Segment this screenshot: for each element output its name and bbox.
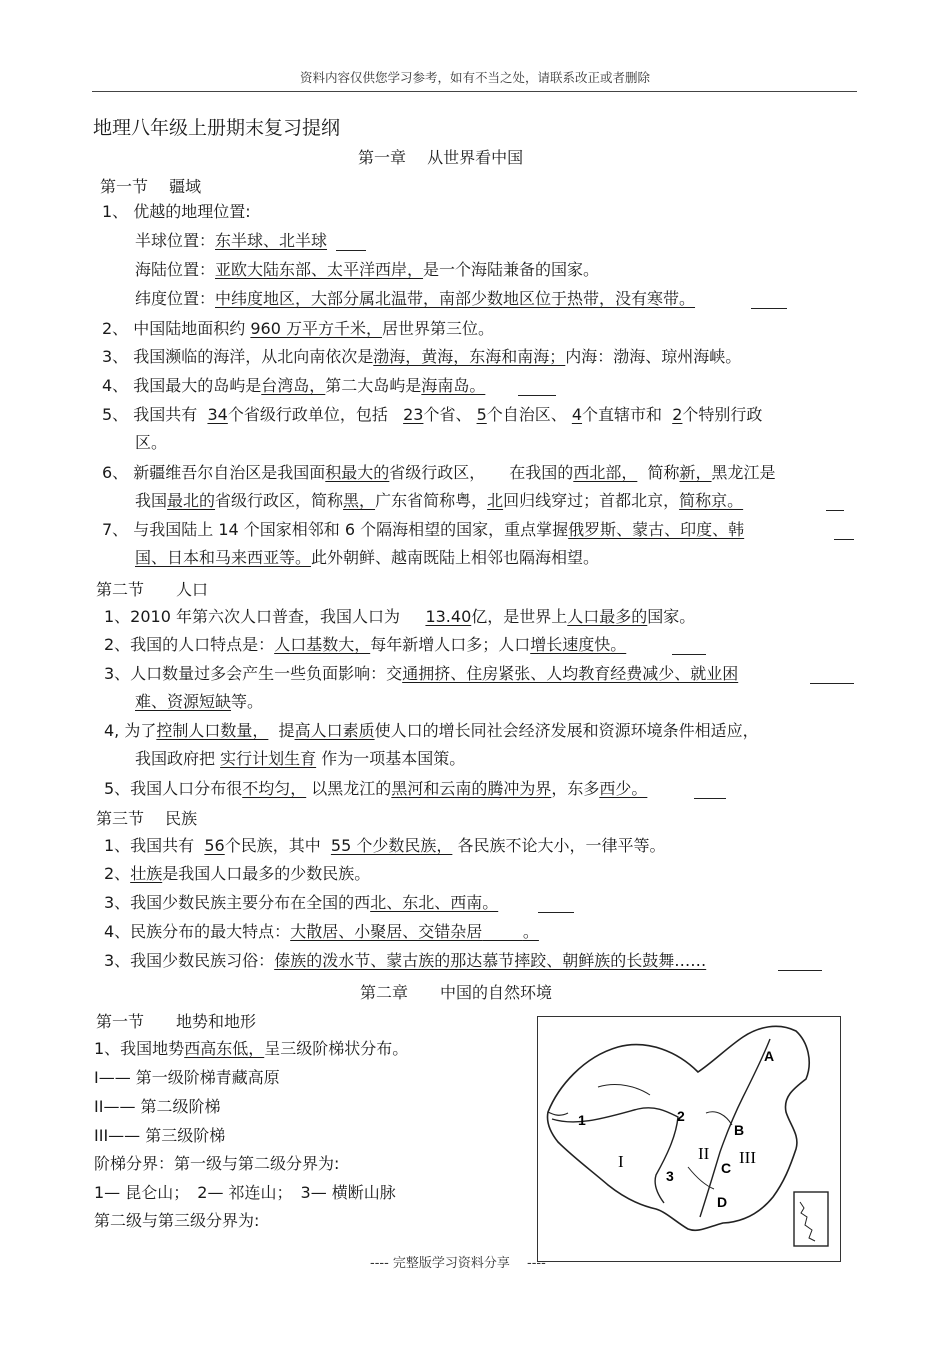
item-hemisphere: 半球位置：东半球、北半球 [135,231,328,250]
chapter-1-title: 第一章 从世界看中国 [358,148,524,167]
item-provinces: 5、 我国共有 34个省级行政单位，包括 23个省、 5个自治区、 4个直辖市和 2个特别行政 [102,405,763,424]
map-label-2: 2 [677,1108,685,1124]
item-ethnic-customs: 3、我国少数民族习俗：傣族的泼水节、蒙古族的那达慕节摔跤、朝鲜族的长鼓舞…… [104,951,707,970]
map-label-3: 3 [666,1168,674,1184]
item-neighbors: 7、 与我国陆上 14 个国家相邻和 6 个隔海相望的国家，重点掌握俄罗斯、蒙古、印度、韩 [102,520,745,539]
map-label-A: A [764,1048,775,1064]
item-zhuang: 2、壮族是我国人口最多的少数民族。 [104,864,371,883]
map-label-B: B [734,1122,745,1138]
map-label-D: D [717,1194,728,1210]
item-ethnic-regions: 3、我国少数民族主要分布在全国的西北、东北、西南。 [104,893,499,912]
section-population-title: 第二节 人口 [96,580,209,599]
item-xinjiang-cont: 我国最北的省级行政区，简称黑，广东省简称粤，北回归线穿过；首都北京，简称京。 [135,491,744,510]
item-seas: 3、 我国濒临的海洋，从北向南依次是渤海，黄海，东海和南海；内海：渤海、琼州海峡。 [102,347,742,366]
map-label-1: 1 [578,1112,586,1128]
page-footer: ---- 完整版学习资料分享 ---- [370,1256,546,1271]
item-ethnic-count: 1、我国共有 56个民族，其中 55 个少数民族， 各民族不论大小，一律平等。 [104,836,666,855]
item-latitude: 纬度位置：中纬度地区，大部分属北温带，南部少数地区位于热带，没有寒带。 [135,289,696,308]
item-neighbors-cont: 国、日本和马来西亚等。此外朝鲜、越南既陆上相邻也隔海相望。 [135,548,600,567]
item-xinjiang: 6、 新疆维吾尔自治区是我国面积最大的省级行政区， 在我国的西北部， 简称新，黑龙江是 [102,463,776,482]
item-ethnic-feature: 4、民族分布的最大特点：大散居、小聚居、交错杂居 。 [104,922,539,941]
item-pop-traits: 2、我国的人口特点是：人口基数大，每年新增人口多；人口增长速度快。 [104,635,627,654]
china-outline-drawing [538,1017,840,1261]
map-label-I: I [618,1152,624,1171]
item-pop-policy: 4, 为了控制人口数量， 提高人口素质使人口的增长同社会经济发展和资源环境条件相适应， [104,721,759,740]
item-pop-policy-cont: 我国政府把 实行计划生育 作为一项基本国策。 [135,749,466,768]
document-title: 地理八年级上册期末复习提纲 [93,117,341,139]
china-terrain-map [537,1016,841,1262]
item-step-mountains: 1— 昆仑山； 2— 祁连山； 3— 横断山脉 [94,1183,396,1202]
map-label-C: C [721,1160,732,1176]
item-step-boundary-2: 第二级与第三级分界为: [94,1211,260,1230]
item-area: 2、 中国陆地面积约 960 万平方千米，居世界第三位。 [102,319,495,338]
item-pop-effects: 3、人口数量过多会产生一些负面影响：交通拥挤、住房紧张、人均教育经费减少、就业困 [104,664,739,683]
item-step-boundary: 阶梯分界：第一级与第二级分界为: [94,1154,340,1173]
page-header: 资料内容仅供您学习参考，如有不当之处，请联系改正或者删除 [299,70,650,85]
map-label-III: III [739,1148,756,1167]
item-provinces-cont: 区。 [135,433,168,452]
chapter-2-title: 第二章 中国的自然环境 [360,983,553,1002]
item-terrain-slope: 1、我国地势西高东低，呈三级阶梯状分布。 [94,1039,409,1058]
item-islands: 4、 我国最大的岛屿是台湾岛，第二大岛屿是海南岛。 [102,376,486,395]
item-pop-effects-cont: 难、资源短缺等。 [135,692,264,711]
item-pop-distribution: 5、我国人口分布很不均匀， 以黑龙江的黑河和云南的腾冲为界，东多西少。 [104,779,648,798]
item-location: 1、 优越的地理位置: [102,202,251,221]
section-ethnic-title: 第三节 民族 [96,809,198,828]
item-land-sea: 海陆位置：亚欧大陆东部、太平洋西岸，是一个海陆兼备的国家。 [135,260,600,279]
section-territory-title: 第一节 疆域 [100,177,202,196]
item-step-3: III—— 第三级阶梯 [94,1126,226,1145]
item-step-2: II—— 第二级阶梯 [94,1097,221,1116]
header-rule [92,91,857,92]
section-terrain-title: 第一节 地势和地形 [96,1012,257,1031]
map-label-II: II [698,1144,710,1163]
item-step-1: I—— 第一级阶梯青藏高原 [94,1068,280,1087]
item-census: 1、2010 年第六次人口普查，我国人口为 13.40亿，是世界上人口最多的国家。 [104,607,696,626]
